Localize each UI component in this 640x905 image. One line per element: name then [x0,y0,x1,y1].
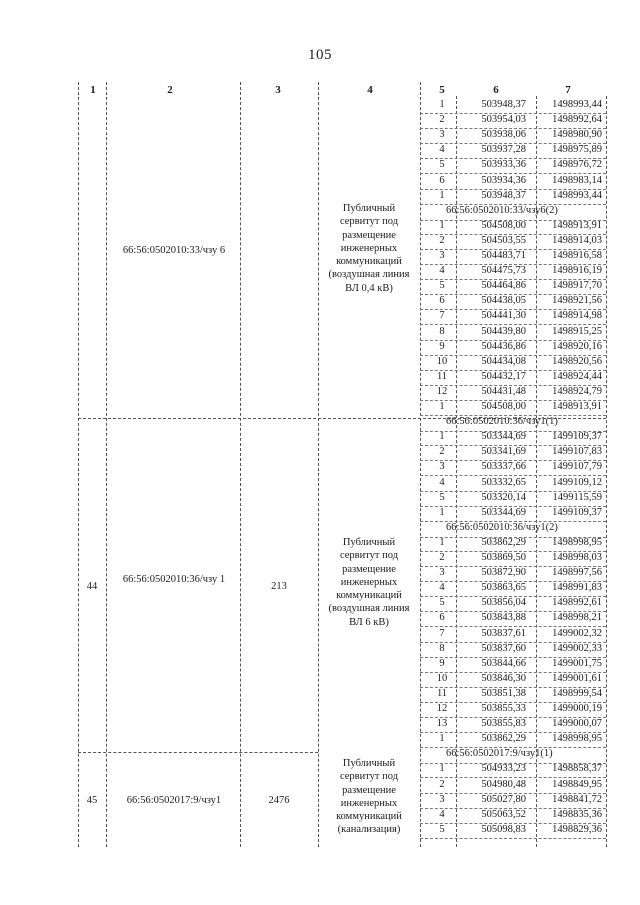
coord-y-value: 1498849,95 [552,778,602,790]
coord-x-value: 503948,37 [481,99,526,110]
coord-x-value: 503844,66 [481,657,526,669]
coord-x-value: 503344,69 [481,431,526,443]
coord-x-value: 503934,36 [481,174,526,186]
coord-y-value: 1498858,37 [552,763,602,775]
coord-point-number: 1 [439,733,445,745]
coord-y-value: 1498920,56 [552,355,602,367]
header-col-6: 6 [493,84,499,96]
coord-y-value: 1498921,56 [552,295,602,307]
coord-point-number: 5 [439,491,445,503]
coord-x-value: 503837,60 [481,642,526,654]
page-number: 105 [308,47,332,63]
coord-block-title: 66:56:0502010:36/чзу1(2) [446,521,558,533]
col-divider-2 [240,82,241,847]
coord-x-value: 505063,52 [481,808,526,820]
coord-x-value: 503862,29 [481,733,526,745]
coord-y-value: 1498980,90 [552,129,602,141]
coord-x-value: 503937,28 [481,144,526,156]
coord-y-value: 1499001,75 [552,657,602,669]
coord-x-value: 504438,05 [481,295,526,307]
coord-point-number: 4 [439,265,445,277]
coord-point-number: 6 [439,612,445,624]
coord-y-value: 1499002,33 [552,642,602,654]
coord-y-value: 1498920,16 [552,340,602,352]
coord-point-number: 5 [439,597,445,609]
coord-point-number: 1 [439,763,445,775]
header-col-2: 2 [167,84,173,96]
row-separator [78,752,318,753]
coord-point-number: 1 [439,506,445,518]
coord-point-number: 11 [436,370,448,382]
coord-point-number: 13 [436,718,448,730]
coord-y-value: 1498992,61 [552,597,602,609]
coord-x-value: 504434,08 [481,355,526,367]
coord-y-value: 1499001,61 [552,672,602,684]
coord-x-value: 503855,83 [481,718,526,730]
coord-x-value: 503862,29 [481,536,526,548]
coord-x-value: 503341,69 [481,446,526,458]
coord-point-number: 6 [439,295,445,307]
coord-y-value: 1498997,56 [552,567,602,579]
coord-x-value: 504508,00 [481,219,526,231]
header-col-7: 7 [565,84,571,96]
header-col-4: 4 [367,84,373,96]
coord-point-number: 9 [439,657,445,669]
coord-x-value: 504933,23 [481,763,526,775]
coord-point-number: 1 [439,99,445,110]
coord-x-value: 503954,03 [481,114,526,126]
row-2-area: 213 [271,581,287,592]
coord-y-value: 1498915,25 [552,325,602,337]
coord-x-value: 503332,65 [481,476,526,488]
coord-point-number: 1 [439,536,445,548]
coord-y-value: 1498841,72 [552,793,602,805]
coord-point-number: 4 [439,144,445,156]
coord-x-value: 503846,30 [481,672,526,684]
coord-point-number: 2 [439,778,445,790]
coord-x-value: 503948,37 [481,189,526,201]
coord-point-number: 1 [439,431,445,443]
coord-y-value: 1498998,95 [552,733,602,745]
coord-point-number: 5 [439,280,445,292]
coord-x-value: 504980,48 [481,778,526,790]
coord-point-number: 10 [436,355,448,367]
coord-point-number: 4 [439,476,445,488]
coord-y-value: 1498993,44 [552,189,602,201]
coord-y-value: 1499000,19 [552,703,602,714]
row-1-cadastral: 66:56:0502010:33/чзу 6 [122,245,226,256]
coord-block-title: 66:56:0502010:36/чзу1(1) [446,416,558,428]
table-border-left [78,82,79,847]
coord-y-value: 1499000,07 [552,718,602,730]
coord-x-value: 503855,33 [481,703,526,714]
coord-y-value: 1498916,58 [552,250,602,261]
row-2-number: 44 [86,581,98,592]
coord-y-value: 1498993,44 [552,99,602,110]
coord-x-value: 503344,69 [481,506,526,518]
coord-point-number: 12 [436,385,448,397]
coord-point-number: 1 [439,401,445,412]
coord-point-number: 3 [439,567,445,579]
coord-point-number: 11 [436,687,448,699]
col-divider-3 [318,82,319,847]
coord-point-number: 5 [439,159,445,171]
coord-y-value: 1498917,70 [552,280,602,292]
coord-x-value: 505098,83 [481,823,526,835]
header-col-3: 3 [275,84,281,96]
coord-x-value: 504441,30 [481,310,526,322]
coord-point-number: 4 [439,808,445,820]
coord-y-value: 1498975,89 [552,144,602,156]
coord-y-value: 1498999,54 [552,687,602,699]
coord-point-number: 8 [439,325,445,337]
row-3-cadastral: 66:56:0502017:9/чзу1 [126,795,222,806]
coord-x-value: 503938,06 [481,129,526,141]
coord-y-value: 1498998,21 [552,612,602,624]
coord-x-value: 504475,73 [481,265,526,277]
header-col-1: 1 [90,84,96,96]
coord-block-title: 66:56:0502010:33/чзу6(2) [446,204,558,216]
coord-point-number: 3 [439,129,445,141]
coord-y-value: 1498983,14 [552,174,602,186]
coord-point-number: 2 [439,234,445,246]
coord-point-number: 2 [439,552,445,563]
coord-x-value: 503320,14 [481,491,526,503]
coord-x-value: 504432,17 [481,370,526,382]
coord-y-value: 1498992,64 [552,114,602,126]
coord-point-number: 8 [439,642,445,654]
coord-x-value: 503837,61 [481,627,526,639]
coord-y-value: 1499107,83 [552,446,602,458]
coord-x-value: 503851,38 [481,687,526,699]
coord-x-value: 504439,80 [481,325,526,337]
coord-y-value: 1498998,95 [552,536,602,548]
coord-x-value: 503843,88 [481,612,526,624]
row-3-purpose: Публичный сервитут под размещение инженерных коммуникаций (канализация) [336,758,402,836]
coord-y-value: 1498976,72 [552,159,602,171]
coord-y-value: 1499109,37 [552,431,602,443]
coord-point-number: 3 [439,250,445,261]
coord-y-value: 1498835,36 [552,808,602,820]
coord-x-value: 505027,80 [481,793,526,805]
coord-y-value: 1498924,79 [552,385,602,397]
coord-point-number: 9 [439,340,445,352]
coord-point-number: 7 [439,310,445,322]
coord-y-value: 1498991,83 [552,582,602,594]
coord-x-value: 503869,50 [481,552,526,563]
coord-block-title: 66:56:0502017:9/чзу1(1) [446,748,553,760]
coord-point-number: 1 [439,219,445,231]
coord-point-number: 10 [436,672,448,684]
coord-y-value: 1499109,12 [552,476,602,488]
coord-y-value: 1498916,19 [552,265,602,277]
coord-y-value: 1498914,98 [552,310,602,322]
row-2-cadastral: 66:56:0502010:36/чзу 1 [122,574,226,585]
coord-y-value: 1498998,03 [552,552,602,563]
coord-x-value: 504431,48 [481,385,526,397]
coord-x-value: 503863,65 [481,582,526,594]
coord-x-value: 504483,71 [481,250,526,261]
coord-point-number: 5 [439,823,445,835]
coord-x-value: 504464,86 [481,280,526,292]
col-divider-1 [106,82,107,847]
row-1-purpose: Публичный сервитут под размещение инженерных коммуникаций (воздушная линия ВЛ 0,4 кВ) [328,203,410,294]
coord-x-value: 503872,90 [481,567,526,579]
coord-y-value: 1499115,59 [552,491,602,503]
coord-point-number: 4 [439,582,445,594]
coord-y-value: 1499107,79 [552,461,602,473]
row-2-purpose: Публичный сервитут под размещение инженерных коммуникаций (воздушная линия ВЛ 6 кВ) [328,537,410,628]
coord-y-value: 1498914,03 [552,234,602,246]
coord-point-number: 3 [439,793,445,805]
coord-x-value: 504508,00 [481,401,526,412]
coord-y-value: 1499002,32 [552,627,602,639]
table-border-right [606,96,607,847]
coord-point-number: 6 [439,174,445,186]
coord-point-number: 7 [439,627,445,639]
coord-point-number: 2 [439,446,445,458]
row-3-area: 2476 [268,795,290,806]
coord-x-value: 504503,55 [481,234,526,246]
coord-y-value: 1498913,91 [552,401,602,412]
coord-y-value: 1498829,36 [552,823,602,835]
coord-y-value: 1499109,37 [552,506,602,518]
coord-point-number: 2 [439,114,445,126]
coord-x-value: 503856,04 [481,597,526,609]
coord-y-value: 1498924,44 [552,370,602,382]
coord-point-number: 1 [439,189,445,201]
coord-point-number: 12 [436,703,448,714]
coord-x-value: 503337,66 [481,461,526,473]
coord-point-number: 3 [439,461,445,473]
coord-row-line [420,838,606,839]
coord-y-value: 1498913,91 [552,219,602,231]
header-col-5: 5 [439,84,445,96]
coord-x-value: 504436,86 [481,340,526,352]
coord-x-value: 503933,36 [481,159,526,171]
row-3-number: 45 [86,795,98,806]
